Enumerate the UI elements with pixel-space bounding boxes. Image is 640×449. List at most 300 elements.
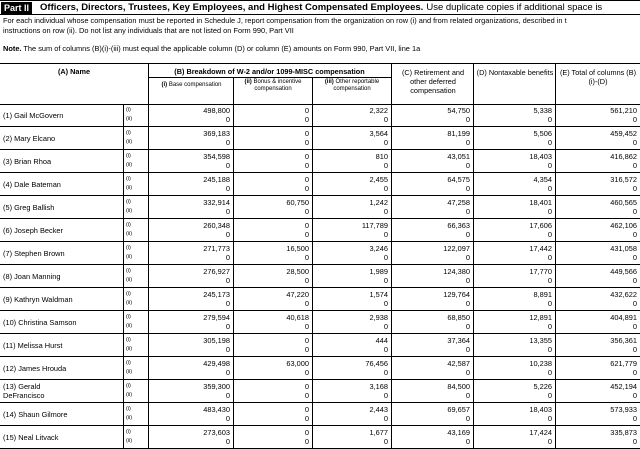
retirement-value-i: 54,750 xyxy=(447,106,470,115)
header-top-rule xyxy=(0,63,640,64)
cell-divider xyxy=(123,242,124,265)
nontaxable-value-i: 8,891 xyxy=(533,290,552,299)
part-header xyxy=(0,0,640,15)
person-name: (2) Mary Elcano xyxy=(3,134,56,143)
table-row xyxy=(0,334,640,357)
cell-divider xyxy=(233,127,234,150)
base-value-ii: 0 xyxy=(225,414,230,423)
other-value-i: 2,455 xyxy=(369,175,388,184)
bonus-value-ii: 0 xyxy=(304,437,309,446)
other-value-i: 1,989 xyxy=(369,267,388,276)
retirement-value-i: 42,587 xyxy=(447,359,470,368)
cell-divider xyxy=(555,196,556,219)
base-value-i: 483,430 xyxy=(203,405,230,414)
nontaxable-value-ii: 0 xyxy=(547,368,552,377)
cell-divider xyxy=(123,357,124,380)
cell-divider xyxy=(312,196,313,219)
part-title: Officers, Directors, Trustees, Key Employees, and Highest Compensated Employees. xyxy=(40,2,424,13)
nontaxable-value-ii: 0 xyxy=(547,161,552,170)
cell-divider xyxy=(473,127,474,150)
retirement-value-ii: 0 xyxy=(465,345,470,354)
person-name: (12) James Hrouda xyxy=(3,364,67,373)
instructions-line-1: For each individual whose compensation must be reported in Schedule J, report compensation from the organization on row (i) and from related organizations, described in t xyxy=(3,16,567,25)
cell-divider xyxy=(312,380,313,403)
row-label-ii: (ii) xyxy=(126,415,133,421)
other-value-i: 3,168 xyxy=(369,382,388,391)
row-label-ii: (ii) xyxy=(126,185,133,191)
cell-divider xyxy=(555,242,556,265)
person-name: (6) Joseph Becker xyxy=(3,226,63,235)
cell-divider xyxy=(555,173,556,196)
cell-divider xyxy=(233,265,234,288)
person-name: (10) Christina Samson xyxy=(3,318,77,327)
other-value-ii: 0 xyxy=(383,207,388,216)
bonus-value-ii: 0 xyxy=(304,345,309,354)
retirement-value-ii: 0 xyxy=(465,115,470,124)
bonus-value-ii: 0 xyxy=(304,414,309,423)
cell-divider xyxy=(391,242,392,265)
bonus-value-ii: 0 xyxy=(304,230,309,239)
row-label-i: (i) xyxy=(126,222,131,228)
row-label-i: (i) xyxy=(126,406,131,412)
cell-divider xyxy=(473,150,474,173)
retirement-value-i: 81,199 xyxy=(447,129,470,138)
nontaxable-value-i: 18,403 xyxy=(529,152,552,161)
retirement-value-ii: 0 xyxy=(465,368,470,377)
total-value-i: 431,058 xyxy=(610,244,637,253)
retirement-value-i: 43,051 xyxy=(447,152,470,161)
total-value-ii: 0 xyxy=(632,253,637,262)
col-d-header: (D) Nontaxable benefits xyxy=(476,68,554,77)
cell-divider xyxy=(148,311,149,334)
other-value-i: 2,443 xyxy=(369,405,388,414)
row-label-ii: (ii) xyxy=(126,162,133,168)
total-value-ii: 0 xyxy=(632,391,637,400)
cell-divider xyxy=(312,334,313,357)
base-value-i: 498,800 xyxy=(203,106,230,115)
cell-divider xyxy=(148,127,149,150)
row-label-ii: (ii) xyxy=(126,369,133,375)
total-value-i: 449,566 xyxy=(610,267,637,276)
col-b-header: (B) Breakdown of W-2 and/or 1099-MISC compensation xyxy=(174,67,365,76)
retirement-value-i: 68,850 xyxy=(447,313,470,322)
bonus-value-ii: 0 xyxy=(304,184,309,193)
table-row xyxy=(0,127,640,150)
bonus-value-i: 0 xyxy=(304,175,309,184)
nontaxable-value-i: 13,355 xyxy=(529,336,552,345)
cell-divider xyxy=(123,380,124,403)
bonus-value-i: 47,220 xyxy=(286,290,309,299)
row-label-i: (i) xyxy=(126,291,131,297)
person-name: (15) Neal Litvack xyxy=(3,433,59,442)
cell-divider xyxy=(391,150,392,173)
total-value-i: 460,565 xyxy=(610,198,637,207)
row-label-ii: (ii) xyxy=(126,392,133,398)
base-value-ii: 0 xyxy=(225,368,230,377)
cell-divider xyxy=(473,104,474,127)
cell-divider xyxy=(391,288,392,311)
cell-divider xyxy=(233,311,234,334)
bonus-value-ii: 0 xyxy=(304,161,309,170)
retirement-value-i: 43,169 xyxy=(447,428,470,437)
other-value-i: 444 xyxy=(375,336,388,345)
cell-divider xyxy=(148,334,149,357)
retirement-value-i: 69,657 xyxy=(447,405,470,414)
bonus-value-i: 16,500 xyxy=(286,244,309,253)
cell-divider xyxy=(148,196,149,219)
cell-divider xyxy=(312,357,313,380)
nontaxable-value-ii: 0 xyxy=(547,276,552,285)
row-label-i: (i) xyxy=(126,314,131,320)
row-label-i: (i) xyxy=(126,107,131,113)
base-value-i: 354,598 xyxy=(203,152,230,161)
base-value-ii: 0 xyxy=(225,391,230,400)
cell-divider xyxy=(148,104,149,127)
table-row xyxy=(0,426,640,449)
bonus-value-ii: 0 xyxy=(304,299,309,308)
other-value-ii: 0 xyxy=(383,276,388,285)
col-a-header: (A) Name xyxy=(57,67,91,76)
part-badge: Part II xyxy=(1,2,32,14)
cell-divider xyxy=(391,403,392,426)
bonus-value-i: 0 xyxy=(304,129,309,138)
row-label-i: (i) xyxy=(126,429,131,435)
cell-divider xyxy=(123,403,124,426)
cell-divider xyxy=(555,127,556,150)
person-name: (9) Kathryn Waldman xyxy=(3,295,73,304)
cell-divider xyxy=(391,426,392,449)
row-label-i: (i) xyxy=(126,245,131,251)
other-value-ii: 0 xyxy=(383,299,388,308)
row-label-i: (i) xyxy=(126,383,131,389)
cell-divider xyxy=(473,219,474,242)
cell-divider xyxy=(391,219,392,242)
cell-divider xyxy=(555,311,556,334)
other-value-ii: 0 xyxy=(383,184,388,193)
total-value-ii: 0 xyxy=(632,138,637,147)
nontaxable-value-ii: 0 xyxy=(547,414,552,423)
total-value-ii: 0 xyxy=(632,207,637,216)
cell-divider xyxy=(148,265,149,288)
table-row xyxy=(0,357,640,380)
total-value-ii: 0 xyxy=(632,161,637,170)
nontaxable-value-i: 17,770 xyxy=(529,267,552,276)
bonus-value-i: 0 xyxy=(304,428,309,437)
total-value-i: 316,572 xyxy=(610,175,637,184)
cell-divider xyxy=(233,104,234,127)
total-value-ii: 0 xyxy=(632,322,637,331)
retirement-value-ii: 0 xyxy=(465,276,470,285)
base-value-ii: 0 xyxy=(225,253,230,262)
cell-divider xyxy=(233,380,234,403)
cell-divider xyxy=(473,380,474,403)
cell-divider xyxy=(233,403,234,426)
cell-divider xyxy=(312,265,313,288)
person-name: (13) Gerald DeFrancisco xyxy=(3,382,45,400)
cell-divider xyxy=(233,196,234,219)
table-row xyxy=(0,173,640,196)
cell-divider xyxy=(233,173,234,196)
base-value-ii: 0 xyxy=(225,115,230,124)
base-value-ii: 0 xyxy=(225,345,230,354)
other-value-i: 2,938 xyxy=(369,313,388,322)
other-value-i: 76,456 xyxy=(365,359,388,368)
total-value-i: 335,873 xyxy=(610,428,637,437)
cell-divider xyxy=(148,288,149,311)
total-value-i: 573,933 xyxy=(610,405,637,414)
retirement-value-ii: 0 xyxy=(465,437,470,446)
nontaxable-value-i: 10,238 xyxy=(529,359,552,368)
header-b-rule xyxy=(148,77,391,78)
nontaxable-value-i: 17,442 xyxy=(529,244,552,253)
retirement-value-ii: 0 xyxy=(465,230,470,239)
note-text: The sum of columns (B)(i)-(iii) must equal the applicable column (D) or column (E) amounts on Form 990, Part VII, line 1a xyxy=(23,44,421,53)
base-value-ii: 0 xyxy=(225,322,230,331)
cell-divider xyxy=(555,357,556,380)
person-name: (3) Brian Rhoa xyxy=(3,157,52,166)
cell-divider xyxy=(233,426,234,449)
nontaxable-value-ii: 0 xyxy=(547,115,552,124)
col-b-iii-text: Other reportable compensation xyxy=(333,79,380,92)
total-value-i: 356,361 xyxy=(610,336,637,345)
row-label-ii: (ii) xyxy=(126,116,133,122)
other-value-ii: 0 xyxy=(383,391,388,400)
row-label-ii: (ii) xyxy=(126,139,133,145)
cell-divider xyxy=(148,357,149,380)
other-value-ii: 0 xyxy=(383,138,388,147)
total-value-ii: 0 xyxy=(632,414,637,423)
cell-divider xyxy=(391,173,392,196)
other-value-i: 1,574 xyxy=(369,290,388,299)
bonus-value-i: 0 xyxy=(304,221,309,230)
bonus-value-ii: 0 xyxy=(304,368,309,377)
base-value-i: 271,773 xyxy=(203,244,230,253)
header-divider xyxy=(233,77,234,104)
col-e-header: (E) Total of columns (B)(i)-(D) xyxy=(559,68,637,86)
cell-divider xyxy=(391,357,392,380)
cell-divider xyxy=(391,265,392,288)
other-value-ii: 0 xyxy=(383,230,388,239)
cell-divider xyxy=(391,311,392,334)
nontaxable-value-i: 5,226 xyxy=(533,382,552,391)
person-name: (7) Stephen Brown xyxy=(3,249,65,258)
cell-divider xyxy=(473,265,474,288)
cell-divider xyxy=(555,380,556,403)
nontaxable-value-ii: 0 xyxy=(547,391,552,400)
total-value-i: 452,194 xyxy=(610,382,637,391)
table-row xyxy=(0,288,640,311)
col-b-ii-code: (ii) xyxy=(244,79,252,85)
col-b-i-header xyxy=(150,82,233,89)
cell-divider xyxy=(233,150,234,173)
nontaxable-value-i: 17,424 xyxy=(529,428,552,437)
table-row xyxy=(0,403,640,426)
cell-divider xyxy=(312,311,313,334)
retirement-value-i: 124,380 xyxy=(443,267,470,276)
nontaxable-value-ii: 0 xyxy=(547,299,552,308)
cell-divider xyxy=(473,196,474,219)
cell-divider xyxy=(473,311,474,334)
bonus-value-i: 0 xyxy=(304,405,309,414)
base-value-ii: 0 xyxy=(225,161,230,170)
cell-divider xyxy=(123,265,124,288)
col-b-ii-text: Bonus & incentive compensation xyxy=(253,79,302,92)
other-value-i: 1,242 xyxy=(369,198,388,207)
person-name: (14) Shaun Gilmore xyxy=(3,410,68,419)
cell-divider xyxy=(233,334,234,357)
header-divider xyxy=(391,63,392,104)
nontaxable-value-i: 5,506 xyxy=(533,129,552,138)
cell-divider xyxy=(555,104,556,127)
table-row xyxy=(0,265,640,288)
retirement-value-ii: 0 xyxy=(465,161,470,170)
total-value-ii: 0 xyxy=(632,299,637,308)
cell-divider xyxy=(312,104,313,127)
nontaxable-value-ii: 0 xyxy=(547,230,552,239)
nontaxable-value-ii: 0 xyxy=(547,345,552,354)
nontaxable-value-i: 12,891 xyxy=(529,313,552,322)
retirement-value-ii: 0 xyxy=(465,322,470,331)
other-value-ii: 0 xyxy=(383,437,388,446)
other-value-ii: 0 xyxy=(383,253,388,262)
row-label-ii: (ii) xyxy=(126,231,133,237)
cell-divider xyxy=(555,288,556,311)
cell-divider xyxy=(312,288,313,311)
retirement-value-i: 66,363 xyxy=(447,221,470,230)
cell-divider xyxy=(123,173,124,196)
row-label-i: (i) xyxy=(126,199,131,205)
cell-divider xyxy=(312,242,313,265)
retirement-value-ii: 0 xyxy=(465,414,470,423)
cell-divider xyxy=(555,334,556,357)
other-value-ii: 0 xyxy=(383,322,388,331)
base-value-ii: 0 xyxy=(225,207,230,216)
other-value-i: 117,789 xyxy=(361,221,388,230)
base-value-ii: 0 xyxy=(225,299,230,308)
note-label: Note. xyxy=(3,44,22,53)
total-value-ii: 0 xyxy=(632,276,637,285)
total-value-ii: 0 xyxy=(632,115,637,124)
person-name: (1) Gail McGovern xyxy=(3,111,64,120)
cell-divider xyxy=(233,219,234,242)
base-value-i: 369,183 xyxy=(203,129,230,138)
retirement-value-i: 47,258 xyxy=(447,198,470,207)
other-value-i: 3,564 xyxy=(369,129,388,138)
cell-divider xyxy=(555,426,556,449)
cell-divider xyxy=(391,196,392,219)
total-value-i: 432,622 xyxy=(610,290,637,299)
cell-divider xyxy=(148,403,149,426)
other-value-ii: 0 xyxy=(383,161,388,170)
nontaxable-value-i: 18,401 xyxy=(529,198,552,207)
base-value-i: 245,173 xyxy=(203,290,230,299)
cell-divider xyxy=(233,288,234,311)
retirement-value-i: 84,500 xyxy=(447,382,470,391)
other-value-ii: 0 xyxy=(383,115,388,124)
bonus-value-ii: 0 xyxy=(304,207,309,216)
bonus-value-i: 63,000 xyxy=(286,359,309,368)
row-label-ii: (ii) xyxy=(126,438,133,444)
base-value-ii: 0 xyxy=(225,230,230,239)
row-label-ii: (ii) xyxy=(126,208,133,214)
cell-divider xyxy=(312,173,313,196)
base-value-ii: 0 xyxy=(225,138,230,147)
col-b-ii-header xyxy=(235,79,311,93)
cell-divider xyxy=(123,127,124,150)
nontaxable-value-ii: 0 xyxy=(547,253,552,262)
base-value-i: 305,198 xyxy=(203,336,230,345)
retirement-value-ii: 0 xyxy=(465,138,470,147)
retirement-value-ii: 0 xyxy=(465,184,470,193)
note xyxy=(3,44,420,53)
nontaxable-value-ii: 0 xyxy=(547,184,552,193)
cell-divider xyxy=(148,380,149,403)
table-row xyxy=(0,380,640,403)
row-label-ii: (ii) xyxy=(126,346,133,352)
base-value-i: 279,594 xyxy=(203,313,230,322)
nontaxable-value-ii: 0 xyxy=(547,207,552,216)
cell-divider xyxy=(473,242,474,265)
row-label-i: (i) xyxy=(126,130,131,136)
cell-divider xyxy=(123,219,124,242)
base-value-i: 359,300 xyxy=(203,382,230,391)
cell-divider xyxy=(555,219,556,242)
bonus-value-i: 0 xyxy=(304,382,309,391)
cell-divider xyxy=(123,334,124,357)
retirement-value-ii: 0 xyxy=(465,253,470,262)
retirement-value-i: 122,097 xyxy=(443,244,470,253)
bonus-value-i: 28,500 xyxy=(286,267,309,276)
retirement-value-i: 37,364 xyxy=(447,336,470,345)
other-value-i: 1,677 xyxy=(369,428,388,437)
base-value-i: 273,603 xyxy=(203,428,230,437)
nontaxable-value-ii: 0 xyxy=(547,322,552,331)
other-value-i: 810 xyxy=(375,152,388,161)
cell-divider xyxy=(123,150,124,173)
cell-divider xyxy=(123,311,124,334)
col-b-iii-header xyxy=(314,79,390,93)
person-name: (8) Joan Manning xyxy=(3,272,61,281)
col-b-i-code: (i) xyxy=(161,82,168,88)
bonus-value-ii: 0 xyxy=(304,253,309,262)
cell-divider xyxy=(473,173,474,196)
row-label-ii: (ii) xyxy=(126,323,133,329)
total-value-ii: 0 xyxy=(632,345,637,354)
cell-divider xyxy=(148,426,149,449)
base-value-i: 429,498 xyxy=(203,359,230,368)
row-label-i: (i) xyxy=(126,337,131,343)
col-c-header: (C) Retirement and other deferred compensation xyxy=(401,68,465,95)
total-value-i: 621,779 xyxy=(610,359,637,368)
total-value-i: 459,452 xyxy=(610,129,637,138)
cell-divider xyxy=(123,196,124,219)
cell-divider xyxy=(148,150,149,173)
row-label-ii: (ii) xyxy=(126,300,133,306)
table-row xyxy=(0,150,640,173)
nontaxable-value-i: 18,403 xyxy=(529,405,552,414)
other-value-ii: 0 xyxy=(383,368,388,377)
total-value-i: 462,106 xyxy=(610,221,637,230)
cell-divider xyxy=(473,426,474,449)
header-divider xyxy=(473,63,474,104)
header-divider xyxy=(555,63,556,104)
table-row xyxy=(0,242,640,265)
cell-divider xyxy=(148,173,149,196)
total-value-ii: 0 xyxy=(632,368,637,377)
cell-divider xyxy=(233,242,234,265)
bonus-value-ii: 0 xyxy=(304,115,309,124)
cell-divider xyxy=(473,357,474,380)
